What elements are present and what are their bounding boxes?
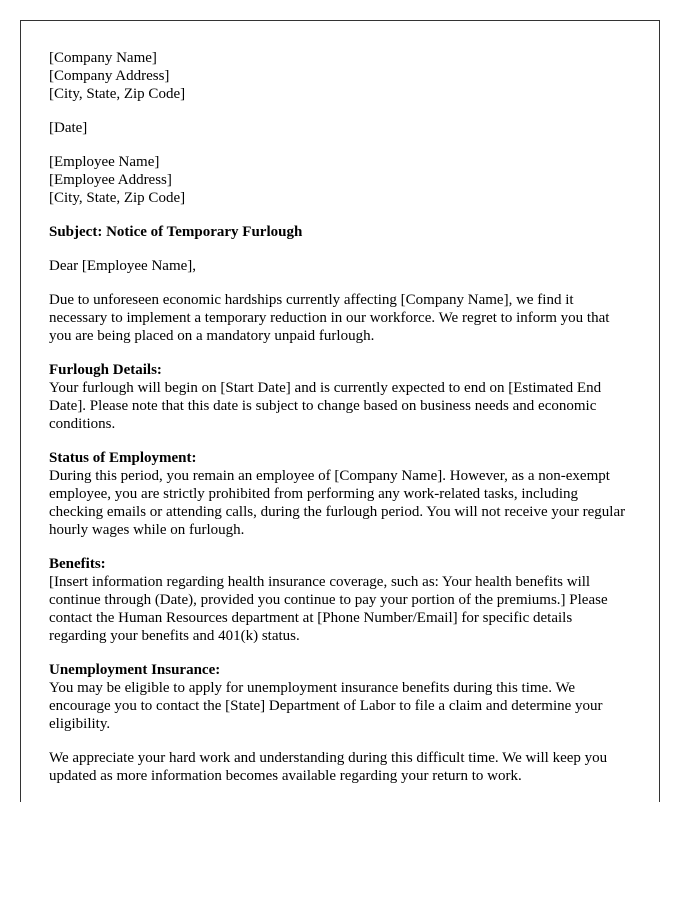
recipient-address: [Employee Address] (49, 172, 172, 188)
sender-company-name: [Company Name] (49, 50, 157, 66)
letter-page (20, 20, 660, 802)
subject-line: Subject: Notice of Temporary Furlough (49, 224, 303, 240)
furlough-details-body: Your furlough will begin on [Start Date] and is currently expected to end on [Estimated End Date]. Please note that this date is subject to change based on business needs and economic conditions. (49, 380, 602, 432)
status-of-employment-heading: Status of Employment: (49, 450, 197, 466)
benefits-heading: Benefits: (49, 556, 106, 572)
sender-company-address: [Company Address] (49, 68, 170, 84)
recipient-address-block (49, 153, 631, 207)
closing-paragraph: We appreciate your hard work and understanding during this difficult time. We will keep you updated as more information becomes available regarding your return to work. (49, 750, 608, 784)
status-of-employment-section (49, 449, 631, 539)
recipient-city-state-zip: [City, State, Zip Code] (49, 190, 186, 206)
unemployment-insurance-heading: Unemployment Insurance: (49, 662, 221, 678)
sender-city-state-zip: [City, State, Zip Code] (49, 86, 186, 102)
furlough-details-section (49, 361, 631, 433)
unemployment-insurance-section (49, 661, 631, 733)
letter-date: [Date] (49, 120, 88, 136)
recipient-name: [Employee Name] (49, 154, 160, 170)
benefits-body: [Insert information regarding health insurance coverage, such as: Your health benefits will continue through (Date), provided you continue to pay your portion of the premiums.] Please contact the Human Resources department at [Phone Number/Email] for specific details regarding your benefits and 401(k) status. (49, 574, 608, 644)
letter-date-block (49, 119, 631, 137)
salutation: Dear [Employee Name], (49, 258, 197, 274)
sender-address-block (49, 49, 631, 103)
furlough-details-heading: Furlough Details: (49, 362, 162, 378)
benefits-section (49, 555, 631, 645)
intro-paragraph: Due to unforeseen economic hardships currently affecting [Company Name], we find it necessary to implement a temporary reduction in our workforce. We regret to inform you that you are being placed on a mandatory unpaid furlough. (49, 292, 610, 344)
status-of-employment-body: During this period, you remain an employee of [Company Name]. However, as a non-exempt employee, you are strictly prohibited from performing any work-related tasks, including checking emails or attending calls, during the furlough period. You will not receive your regular hourly wages while on furlough. (49, 468, 626, 538)
unemployment-insurance-body: You may be eligible to apply for unemployment insurance benefits during this time. We encourage you to contact the [State] Department of Labor to file a claim and determine your eligibility. (49, 680, 603, 732)
